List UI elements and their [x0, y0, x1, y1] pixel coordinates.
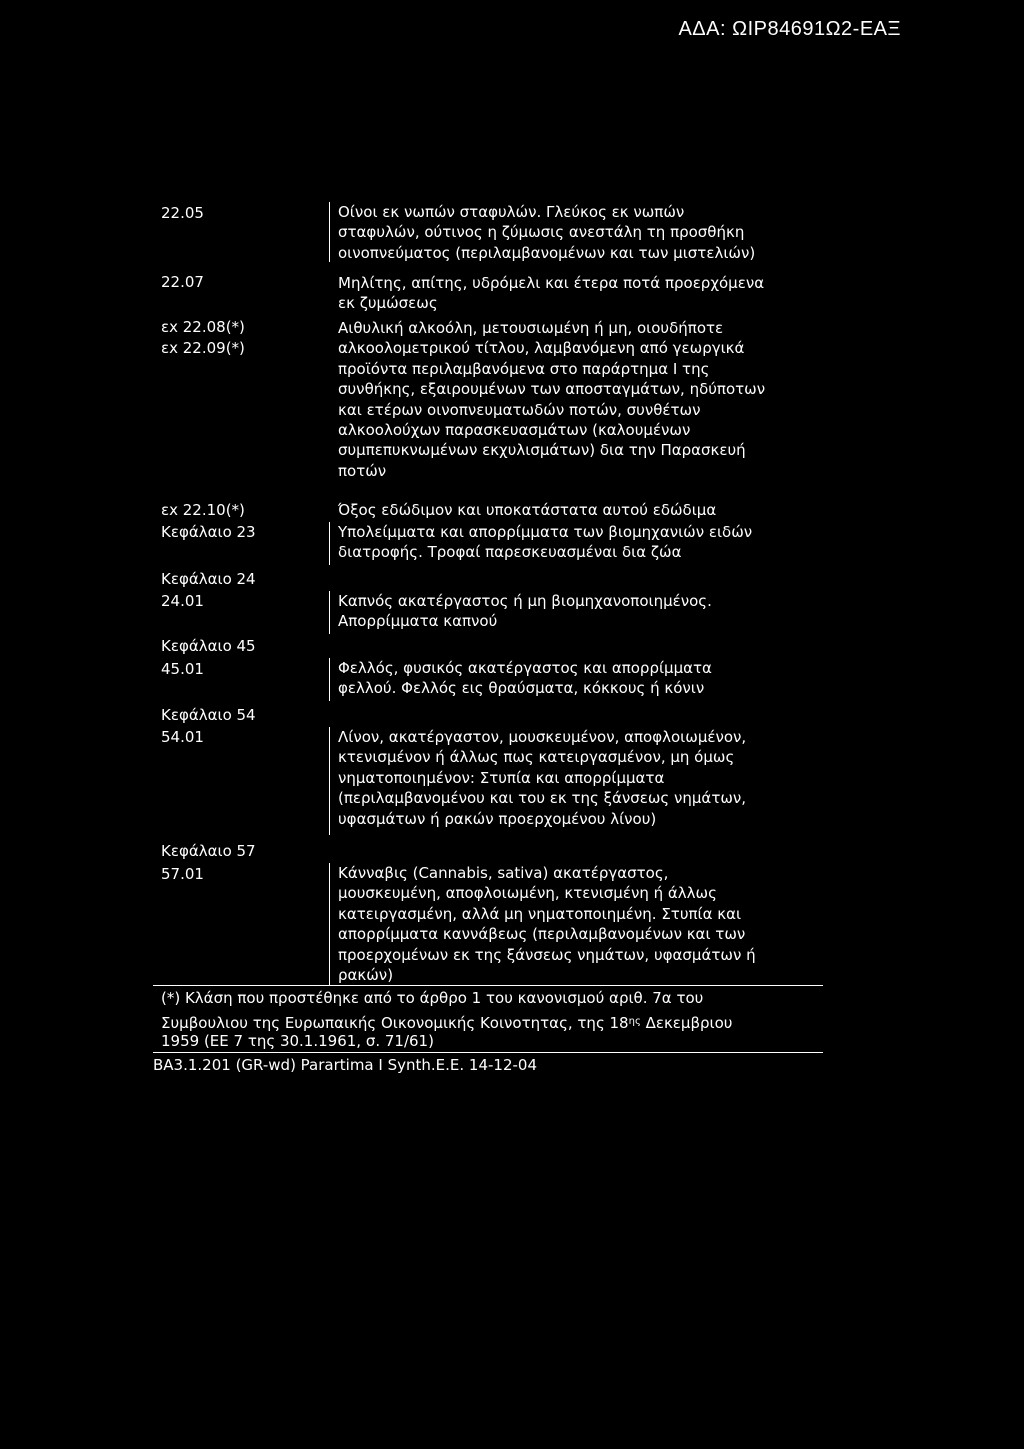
tariff-description-45-01	[338, 658, 712, 699]
footnote-line-2	[161, 1014, 732, 1032]
ordinal-suffix: ης	[628, 1016, 641, 1027]
footer-document-reference: BA3.1.201 (GR-wd) Parartima I Synth.E.E. 14-12-04	[153, 1056, 537, 1074]
description-line: Απορρίμματα καπνού	[338, 612, 498, 631]
row-divider	[329, 658, 330, 701]
footnote-text: Δεκεμβριου	[640, 1014, 733, 1032]
tariff-description-57-01	[338, 863, 756, 985]
tariff-description-22-07	[338, 273, 764, 314]
description-line: κατειργασμένη, αλλά μη νηματοποιημένη. Στυπία και	[338, 904, 742, 923]
chapter-45-heading: Κεφάλαιο 45	[161, 637, 256, 655]
chapter-57-heading: Κεφάλαιο 57	[161, 842, 256, 860]
tariff-code-57-01: 57.01	[161, 865, 204, 883]
description-line: νηματοποιημένον: Στυπία και απορρίμματα	[338, 768, 665, 787]
tariff-description-22-05	[338, 202, 755, 263]
description-line: συνθήκης, εξαιρουμένων των αποσταγμάτων, ηδύποτων	[338, 380, 766, 399]
description-line: προερχομένων εκ της ξάνσεως νημάτων, υφασμάτων ή	[338, 945, 756, 964]
description-line: Μηλίτης, απίτης, υδρόμελι και έτερα ποτά προερχόμενα	[338, 274, 765, 292]
description-line: διατροφής. Τροφαί παρεσκευασμέναι δια ζώα	[338, 543, 682, 562]
description-line: εκ ζυμώσεως	[338, 294, 438, 313]
tariff-code-22-07: 22.07	[161, 273, 204, 291]
tariff-code-ex-22-10: εx 22.10(*)	[161, 501, 245, 519]
description-line: υφασμάτων ή ρακών προερχομένου λίνου)	[338, 809, 657, 828]
document-reference-header: ΑΔΑ: ΩΙΡ84691Ω2-ΕΑΞ	[678, 18, 901, 40]
description-line: Καπνός ακατέργαστος ή μη βιομηχανοποιημένος.	[338, 592, 712, 610]
row-divider	[329, 202, 330, 262]
footnote-line-3: 1959 (ΕΕ 7 της 30.1.1961, σ. 71/61)	[161, 1032, 434, 1050]
tariff-description-ex-22-08	[338, 318, 765, 481]
tariff-description-24-01	[338, 591, 712, 632]
description-line: οινοπνεύματος (περιλαμβανομένων και των μιστελιών)	[338, 243, 756, 262]
description-line: Υπολείμματα και απορρίμματα των βιομηχανιών ειδών	[338, 523, 753, 541]
tariff-description-54-01	[338, 727, 746, 829]
description-line: αλκοολομετρικού τίτλου, λαμβανόμενη από γεωργικά	[338, 339, 745, 358]
tariff-code-ex-22-08: εx 22.08(*)	[161, 318, 245, 336]
description-line: Λίνον, ακατέργαστον, μουσκευμένον, αποφλοιωμένον,	[338, 728, 747, 746]
description-line: σταφυλών, ούτινος η ζύμωσις ανεστάλη τη προσθήκη	[338, 223, 745, 242]
description-line: Αιθυλική αλκοόλη, μετουσιωμένη ή μη, οιουδήποτε	[338, 319, 724, 337]
description-line: απορρίμματα καννάβεως (περιλαμβανομένων και των	[338, 925, 746, 944]
footnote-separator	[153, 985, 823, 986]
description-line: Όξος εδώδιμον και υποκατάστατα αυτού εδώδιμα	[338, 501, 717, 519]
footnote-text: Συμβουλιου της Ευρωπαικής Οικονομικής Κοινοτητας, της 18	[161, 1014, 629, 1032]
chapter-23-description	[338, 522, 752, 563]
description-line: προϊόντα περιλαμβανόμενα στο παράρτημα Ι της	[338, 359, 710, 378]
description-line: μουσκευμένη, αποφλοιωμένη, κτενισμένη ή άλλως	[338, 884, 717, 903]
tariff-code-54-01: 54.01	[161, 728, 204, 746]
row-divider	[329, 727, 330, 835]
description-line: Φελλός, φυσικός ακατέργαστος και απορρίμματα	[338, 659, 712, 677]
description-line: κτενισμένον ή άλλως πως κατειργασμένον, μη όμως	[338, 748, 735, 767]
description-line: Οίνοι εκ νωπών σταφυλών. Γλεύκος εκ νωπών	[338, 203, 685, 221]
row-divider	[329, 863, 330, 985]
description-line: συμπεπυκνωμένων εκχυλισμάτων) δια την Παρασκευή	[338, 441, 746, 460]
description-line: αλκοολούχων παρασκευασμάτων (καλουμένων	[338, 420, 691, 439]
tariff-description-ex-22-10	[338, 500, 716, 520]
chapter-24-heading: Κεφάλαιο 24	[161, 570, 256, 588]
chapter-54-heading: Κεφάλαιο 54	[161, 706, 256, 724]
tariff-code-22-05: 22.05	[161, 204, 204, 222]
tariff-code-24-01: 24.01	[161, 592, 204, 610]
row-divider	[329, 522, 330, 565]
description-line: φελλού. Φελλός εις θραύσματα, κόκκους ή κόνιν	[338, 679, 705, 698]
description-line: Κάνναβις (Cannabis, sativa) ακατέργαστος,	[338, 864, 669, 882]
description-line: και ετέρων οινοπνευματωδών ποτών, συνθέτων	[338, 400, 701, 419]
chapter-23-heading: Κεφάλαιο 23	[161, 523, 256, 541]
footnote-line-1: (*) Κλάση που προστέθηκε από το άρθρο 1 του κανονισμού αριθ. 7α του	[161, 989, 704, 1007]
footer-separator	[153, 1052, 823, 1053]
tariff-code-ex-22-09: εx 22.09(*)	[161, 339, 245, 357]
description-line: ποτών	[338, 461, 387, 480]
tariff-code-45-01: 45.01	[161, 660, 204, 678]
row-divider	[329, 591, 330, 634]
description-line: ρακών)	[338, 965, 394, 984]
description-line: (περιλαμβανομένου και του εκ της ξάνσεως νημάτων,	[338, 789, 747, 808]
